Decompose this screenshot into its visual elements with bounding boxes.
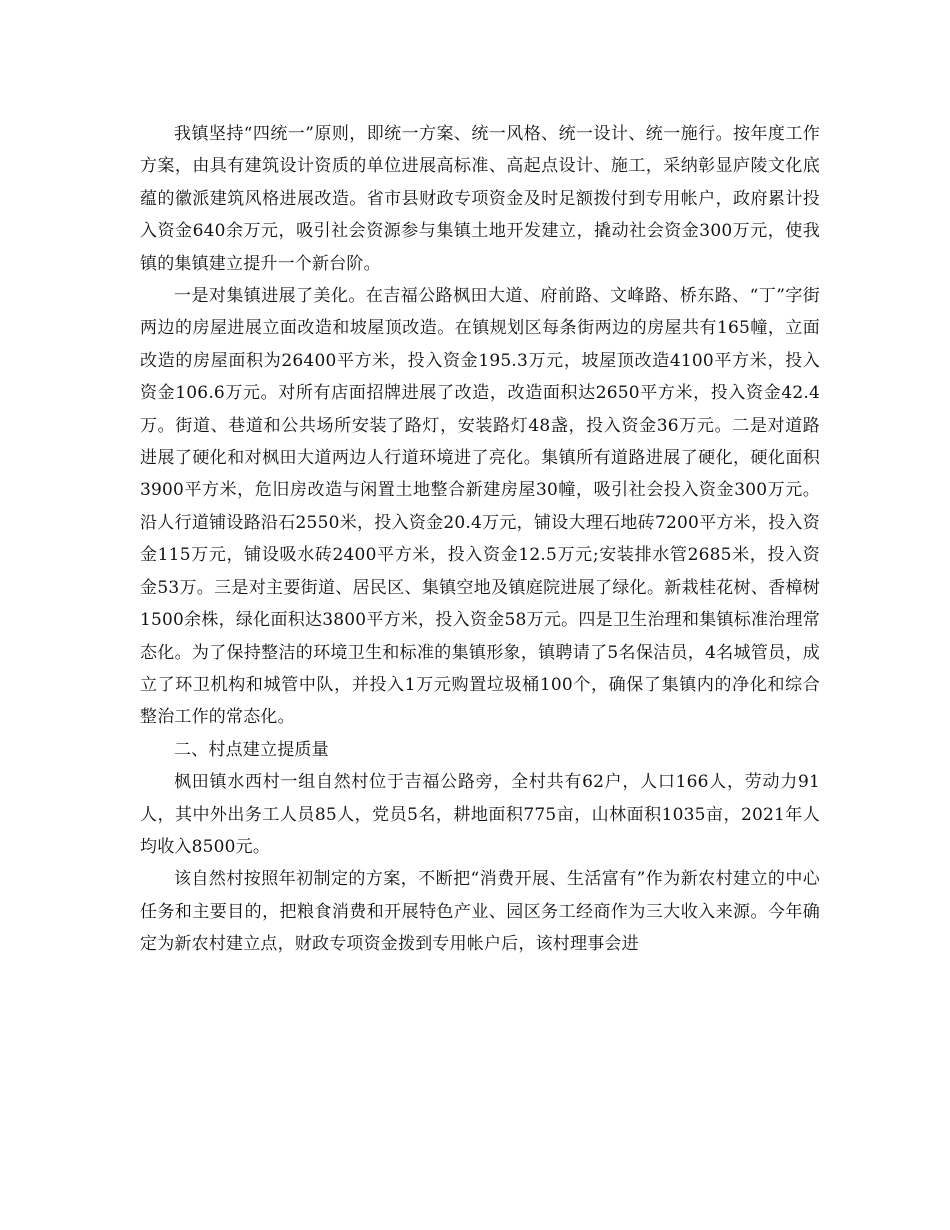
paragraph-village-plan: 该自然村按照年初制定的方案，不断把“消费开展、生活富有”作为新农村建立的中心任务和主要目的，把粮食消费和开展特色产业、园区务工经商作为三大收入来源。今年确定为新农村建立点，财政专项资金拨到专用帐户后，该村理事会进 bbox=[140, 869, 820, 955]
paragraph-shuixi-village-profile: 枫田镇水西村一组自然村位于吉福公路旁，全村共有62户，人口166人，劳动力91人，其中外出务工人员85人，党员5名，耕地面积775亩，山林面积1035亩，2021年人均收入8500元。 bbox=[140, 772, 820, 857]
paragraph-town-beautification: 一是对集镇进展了美化。在吉福公路枫田大道、府前路、文峰路、桥东路、“丁”字街两边的房屋进展立面改造和坡屋顶改造。在镇规划区每条街两边的房屋共有165幢，立面改造的房屋面积为26400平方米，投入资金195.3万元，坡屋顶改造4100平方米，投入资金106.6万元。对所有店面招牌进展了改造，改造面积达2650平方米，投入资金42.4万。街道、巷道和公共场所安装了路灯，安装路灯48盏，投入资金36万元。二是对道路进展了硬化和对枫田大道两边人行道环境进了亮化。集镇所有道路进展了硬化，硬化面积3900平方米，危旧房改造与闲置土地整合新建房屋30幢，吸引社会投入资金300万元。沿人行道铺设路沿石2550米，投入资金20.4万元，铺设大理石地砖7200平方米，投入资金115万元，铺设吸水砖2400平方米，投入资金12.5万元;安装排水管2685米，投入资金53万。三是对主要街道、居民区、集镇空地及镇庭院进展了绿化。新栽桂花树、香樟树1500余株，绿化面积达3800平方米，投入资金58万元。四是卫生治理和集镇标准治理常态化。为了保持整洁的环境卫生和标准的集镇形象，镇聘请了5名保洁员，4名城管员，成立了环卫机构和城管中队，并投入1万元购置垃圾桶100个，确保了集镇内的净化和综合整治工作的常态化。 bbox=[140, 286, 820, 728]
section-heading-village-quality: 二、村点建立提质量 bbox=[174, 739, 329, 760]
document-body bbox=[140, 118, 820, 961]
paragraph-four-unifications: 我镇坚持“四统一”原则，即统一方案、统一风格、统一设计、统一施行。按年度工作方案，由具有建筑设计资质的单位进展高标准、高起点设计、施工，采纳彰显庐陵文化底蕴的徽派建筑风格进展改造。省市县财政专项资金及时足额拨付到专用帐户，政府累计投入资金640余万元，吸引社会资源参与集镇土地开发建立，撬动社会资金300万元，使我镇的集镇建立提升一个新台阶。 bbox=[140, 124, 820, 274]
